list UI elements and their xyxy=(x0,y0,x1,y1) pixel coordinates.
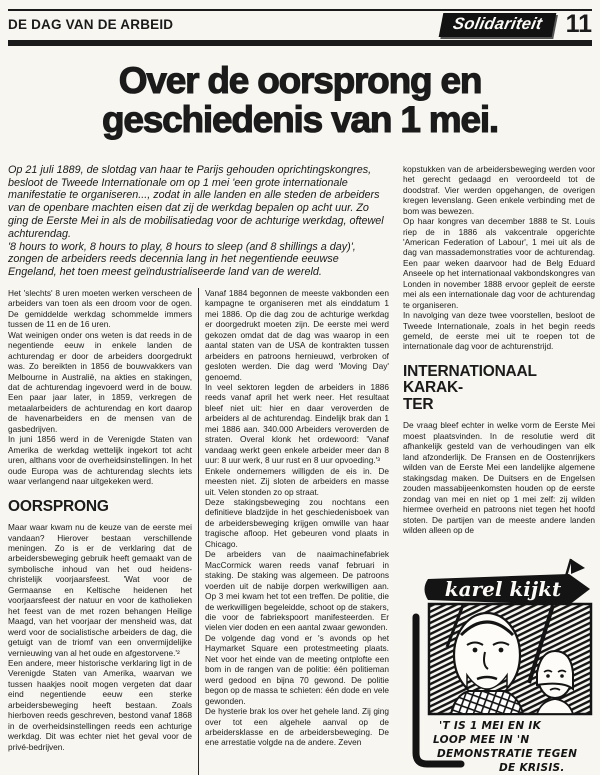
body-paragraph: In navolging van deze twee voorstellen, besloot de Tweede Internationale, zoals in het begin reeds gemeld, de eerste mei uit te roepen tot de internationale dag voor de achturenstrijd. xyxy=(403,310,595,352)
column-2 xyxy=(205,288,389,775)
headline-line-2: geschiedenis van 1 mei. xyxy=(101,99,499,140)
woman-face xyxy=(537,651,573,714)
column-1 xyxy=(8,288,192,775)
body-paragraph: In juni 1856 werd in de Verenigde Staten van Amerika de werkdag wettelijk ingekort tot acht uren, althans voor de overheidsinstellingen. In het oude Europa was de achturendag slechts iets waar verlangend naar uitgekeken werd. xyxy=(8,434,192,487)
caption-line-3: DEMONSTRATIE TEGEN xyxy=(437,748,578,761)
body-paragraph: De volgende dag vond er 's avonds op het Haymarket Square een protestmeeting plaats. Net voor het einde van de meeting ontplofte een bom in de rangen van de politie: één politieman werd gedood en bijna 70 gewond. De politie begon op de massa te schieten: één dode en vele gewonden. xyxy=(205,632,389,706)
body-paragraph: Wat weinigen onder ons weten is dat reeds in de negentiende eeuw in enkele landen de achturendag er door de arbeiders doorgedrukt was. Zo bereikten in 1856 de bouwvakkers van Melbourne in Australië, na akties en stakingen, dat de achturendag ingevoerd werd in de bouw. Een paar jaar later, in 1859, verkregen de metaalarbeiders de achturendag en kort daarop de havenarbeiders en de mensen van de gasbedrijven. xyxy=(8,329,192,434)
caption-line-2: LOOP MEE IN 'N xyxy=(433,734,530,747)
man-face xyxy=(451,613,523,714)
body-paragraph: Enkele ondernemers willigden de eis in. De meesten niet. Zij sloten de arbeiders en masse uit. Velen stonden zo op straat. xyxy=(205,465,389,497)
column-divider xyxy=(198,288,199,775)
body-paragraph: Vanaf 1884 begonnen de meeste vakbonden een kampagne te organiseren met als einddatum 1 mei 1886. Op die dag zou de achturige werkdag er doorgedrukt moeten zijn. De eerste mei werd gekozen omdat dat de dag was waarop in een aantal staten van de USA de kontrakten tussen arbeiders en patroons hernieuwd, verbroken of gesloten werden. Die dag werd 'Moving Day' genoemd. xyxy=(205,287,389,382)
standfirst xyxy=(8,164,389,279)
standfirst-paragraph: Op 21 juli 1889, de slotdag van haar te Parijs gehouden oprichtingskongres, besloot de Tweede Internationale om op 1 mei 'een grote internationale manifestatie te organiseren..., zodat in alle landen en alle steden de arbeiders van de openbare machten eisen dat zij de werkdag bepalen op acht uur. Zo ging de Eerste Mei in als de mobilisatiedag voor de achturige werkdag, oftewel achturendag. xyxy=(8,163,384,240)
caption-line-1: 'T IS 1 MEI EN IK xyxy=(439,720,542,733)
cartoon-karel-kijkt xyxy=(403,557,595,775)
subheading-line-1: INTERNATIONAAL KARAK- xyxy=(403,362,537,397)
cartoon-illustration xyxy=(403,557,595,775)
body-paragraph: Op haar kongres van december 1888 te St. Louis riep de in 1886 als vakcentrale opgerichte 'American Federation of Labour', 1 mei uit als de dag van massademonstraties voor de achturendag. Een paar weken daarvoor had de Belg Eduard Anseele op het internationaal vakbondskongres van Londen in november 1888 ervoor gepleit de eerste mei als een internationale dag voor de achturendag te organiseren. xyxy=(403,216,595,310)
article-headline xyxy=(0,61,600,139)
brand-logo xyxy=(438,13,556,37)
cartoon-banner-text: karel kijkt xyxy=(444,577,562,602)
body-paragraph: Een andere, meer historische verklaring ligt in de Verenigde Staten van Amerika, waarvan we tussen haakjes nooit mogen vergeten dat daar eind negentiende eeuw een sterke arbeidersbeweging heeft bestaan. Zoals hierboven reeds geschreven, bestond vanaf 1868 in de overheidsinstellingen reeds een achturige werkdag. Dit was echter niet het geval voor de privé-bedrijven. xyxy=(8,657,192,752)
page-number: 11 xyxy=(565,10,592,38)
cartoon-panel xyxy=(429,604,591,714)
body-paragraph: De arbeiders van de naaimachinefabriek MacCormick waren reeds vanaf februari in staking. De staking was algemeen. De patroons voerden uit de nabije dorpen werkwilligen aan. Op 3 mei kwam het tot een treffen. De politie, die de werkwilligen begeleidde, schoot op de stakers, die voor de fabriekspoort manifesteerden. Er vielen vier doden en een aantal zwaar gewonden. xyxy=(205,549,389,633)
masthead-row xyxy=(8,11,592,38)
body-paragraph: Het 'slechts' 8 uren moeten werken verscheen de arbeiders van toen als een droom voor de ogen. De gemiddelde werkdag schommelde immers tussen de 11 en de 16 uren. xyxy=(8,287,192,330)
subheading-internationaal-karakter xyxy=(403,364,595,414)
headline-line-1: Over de oorsprong en xyxy=(118,60,482,101)
column-3 xyxy=(403,164,595,775)
masthead xyxy=(0,9,600,46)
caption-line-4: DE KRISIS. xyxy=(499,762,565,775)
section-title: DE DAG VAN DE ARBEID xyxy=(8,17,174,32)
left-two-thirds xyxy=(8,164,389,775)
body-paragraph: kopstukken van de arbeidersbeweging werden voor het gerecht gedaagd en veroordeeld tot de doodstraf. Vier werden opgehangen, de overigen kregen levenslang. Geen enkele verbinding met de bom was bewezen. xyxy=(403,163,595,216)
subheading-oorsprong: OORSPRONG xyxy=(8,497,109,515)
columns-1-2 xyxy=(8,288,389,775)
body-paragraph: De vraag bleef echter in welke vorm de Eerste Mei moest plaatsvinden. In de resolutie werd dit afhankelijk gesteld van de verhoudingen van elk land afzonderlijk. De Fransen en de Oostenrijkers wilden van de Eerste Mei een landelijke algemene stakingsdag maken. De Duitsers en de Engelsen zouden massabijeenkomsten houden op de eerste zondag van mei en niet op 1 mei zelf: zij wilden hiermee overheid en patroons niet tegen het hoofd stoten. De partijen van de meeste andere landen wilden alleen op de xyxy=(403,420,595,535)
banner-karel-kijkt xyxy=(425,574,591,605)
body-paragraph: Maar waar kwam nu de keuze van de eerste mei vandaan? Hierover bestaan verschillende meningen. Zo is er de verklaring dat de arbeidersbeweging gebruik heeft gemaakt van de symbolische inhoud van het oud heidens-christelijk voorjaarsfeest. 'Wat voor de Germaanse en Keltische heidenen het voorjaarsfeest der natuur en voor de katholieken het feest van de met rozen behangen Heilige Maagd, van het voorjaar der mensheid was, dat werd voor de socialistische arbeiders de dag, die getuigt van de triomf van een onvermijdelijke vernieuwing van al het oude en afgestorvene.'² xyxy=(8,522,192,658)
subheading-line-2: TER xyxy=(403,395,434,413)
standfirst-paragraph: '8 hours to work, 8 hours to play, 8 hours to sleep (and 8 shillings a day)', zongen de arbeiders reeds decennia lang in het negentiende eeuwse Engeland, het toen meest geïndustrialiseerde land van de wereld. xyxy=(8,240,356,279)
body-paragraph: In veel sektoren legden de arbeiders in 1886 reeds vanaf april het werk neer. Het resultaat bleef niet uit: hier en daar veroverden de arbeiders al de achturendag. Eindelijk brak dan 1 mei 1886 aan. 340.000 Arbeiders veroverden de straten. Overal klonk het ordewoord: 'Vanaf vandaag werkt geen enkele arbeider meer dan 8 uur: 8 uur werk, 8 uur rust en 8 uur opvoeding.'³ xyxy=(205,382,389,466)
article-body xyxy=(0,164,600,775)
brand-name: Solidariteit xyxy=(451,14,544,33)
thick-rule xyxy=(8,40,592,46)
body-paragraph: Deze stakingsbeweging zou nochtans een definitieve bladzijde in het geschiedenisboek van de arbeidersbeweging krijgen omwille van haar tragische afloop. Het gebeuren vond plaats in Chicago. xyxy=(205,497,389,549)
body-paragraph: De hysterie brak los over het gehele land. Zij ging over tot een algehele aanval op de arbeidersklasse en de arbeidersbeweging. De ene arrestatie volgde na de andere. Zeven xyxy=(205,706,389,748)
